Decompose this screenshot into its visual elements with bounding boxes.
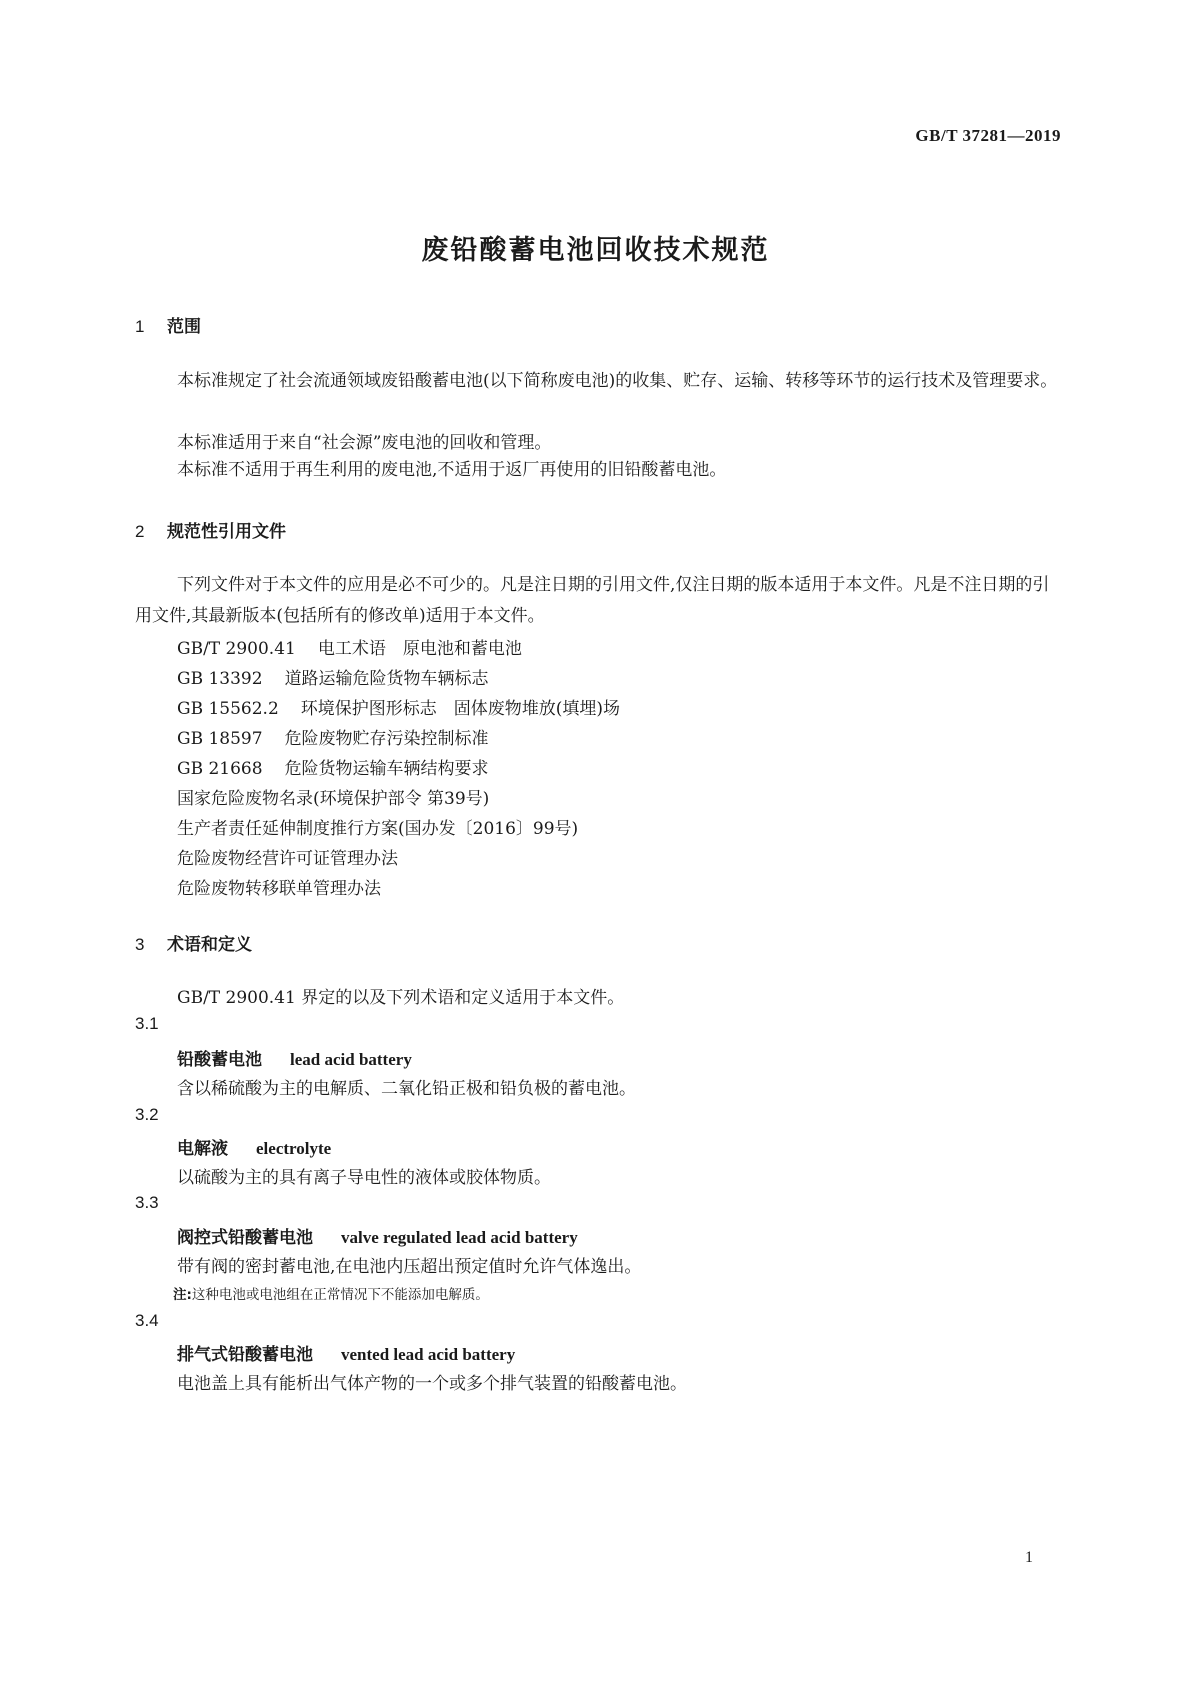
section-1-heading: [135, 312, 201, 337]
reference-item: 国家危险废物名录(环境保护部令 第39号): [177, 789, 490, 809]
reference-item: 危险废物经营许可证管理办法: [177, 849, 398, 869]
term-note: 注:这种电池或电池组在正常情况下不能添加电解质。: [173, 1287, 489, 1303]
term-zh: 排气式铅酸蓄电池: [177, 1345, 313, 1365]
section-title: 规范性引用文件: [167, 522, 286, 542]
reference-item: GB 18597 危险废物贮存污染控制标准: [177, 729, 489, 749]
reference-item: GB/T 2900.41 电工术语 原电池和蓄电池: [177, 639, 522, 659]
term-definition: 电池盖上具有能析出气体产物的一个或多个排气装置的铅酸蓄电池。: [177, 1374, 687, 1394]
section-number: 2: [135, 522, 145, 541]
document-title: 废铅酸蓄电池回收技术规范: [421, 235, 770, 266]
terms-intro: GB/T 2900.41 界定的以及下列术语和定义适用于本文件。: [177, 988, 625, 1008]
term-zh: 电解液: [177, 1139, 228, 1159]
term-en: electrolyte: [256, 1139, 332, 1158]
term-zh: 阀控式铅酸蓄电池: [177, 1228, 313, 1248]
term-definition: 带有阀的密封蓄电池,在电池内压超出预定值时允许气体逸出。: [177, 1257, 642, 1277]
reference-item: GB 15562.2 环境保护图形标志 固体废物堆放(填埋)场: [177, 699, 621, 719]
clause-number: 3.2: [135, 1105, 159, 1124]
scope-paragraph-2: 本标准适用于来自“社会源”废电池的回收和管理。: [177, 433, 552, 453]
clause-number: 3.1: [135, 1014, 159, 1033]
reference-item: GB 13392 道路运输危险货物车辆标志: [177, 669, 489, 689]
term-entry: [177, 1045, 412, 1070]
term-zh: 铅酸蓄电池: [177, 1050, 262, 1070]
term-entry: [177, 1134, 331, 1159]
term-entry: [177, 1340, 515, 1365]
section-title: 范围: [167, 317, 201, 337]
section-number: 3: [135, 935, 145, 954]
standard-code: GB/T 37281—2019: [915, 126, 1061, 145]
section-number: 1: [135, 317, 145, 336]
scope-paragraph-3: 本标准不适用于再生利用的废电池,不适用于返厂再使用的旧铅酸蓄电池。: [177, 460, 727, 480]
term-definition: 含以稀硫酸为主的电解质、二氧化铅正极和铅负极的蓄电池。: [177, 1079, 636, 1099]
references-intro: 下列文件对于本文件的应用是必不可少的。凡是注日期的引用文件,仅注日期的版本适用于本文件。凡是不注日期的引用文件,其最新版本(包括所有的修改单)适用于本文件。: [135, 575, 1050, 626]
term-entry: [177, 1223, 578, 1248]
term-en: valve regulated lead acid battery: [341, 1228, 578, 1247]
term-definition: 以硫酸为主的具有离子导电性的液体或胶体物质。: [177, 1168, 551, 1188]
section-3-heading: [135, 930, 252, 955]
scope-paragraph-1: 本标准规定了社会流通领域废铅酸蓄电池(以下简称废电池)的收集、贮存、运输、转移等环节的运行技术及管理要求。: [177, 371, 1058, 391]
reference-item: 危险废物转移联单管理办法: [177, 879, 381, 899]
clause-number: 3.4: [135, 1311, 159, 1330]
reference-item: 生产者责任延伸制度推行方案(国办发〔2016〕99号): [177, 819, 579, 839]
term-en: vented lead acid battery: [341, 1345, 516, 1364]
term-en: lead acid battery: [290, 1050, 412, 1069]
note-label: 注:: [173, 1287, 192, 1303]
reference-item: GB 21668 危险货物运输车辆结构要求: [177, 759, 489, 779]
section-2-heading: [135, 517, 286, 542]
page-number: 1: [1025, 1549, 1033, 1566]
clause-number: 3.3: [135, 1193, 159, 1212]
section-title: 术语和定义: [167, 935, 252, 955]
